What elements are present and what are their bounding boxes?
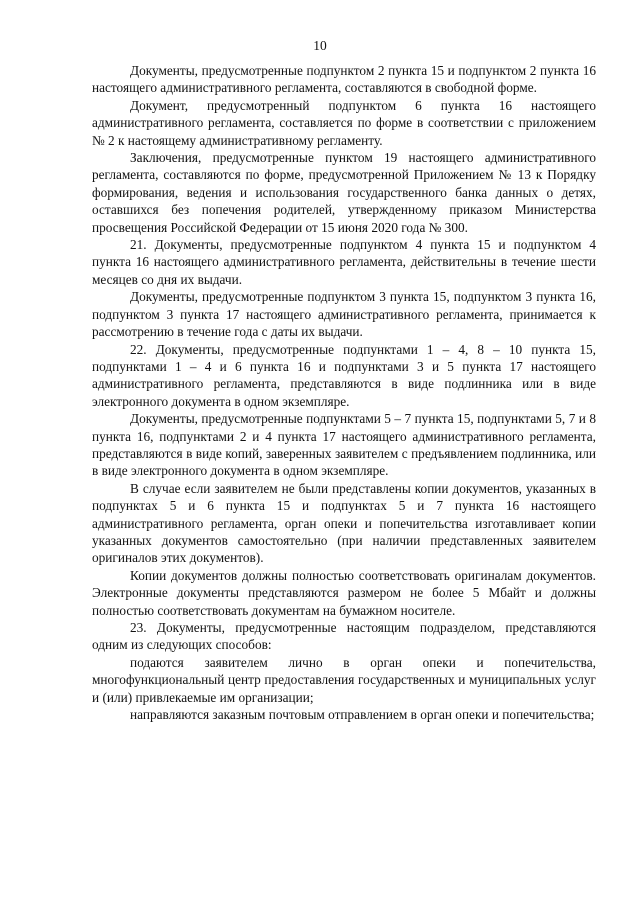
paragraph: Документ, предусмотренный подпунктом 6 пункта 16 настоящего административного регламента, составляется по форме в соответствии с приложением № 2 к настоящему административному регламенту.	[92, 97, 596, 148]
paragraph: Заключения, предусмотренные пунктом 19 настоящего административного регламента, составляются по форме, предусмотренной Приложением № 13 к Порядку формирования, ведения и использования государственного банка данных о детях, оставшихся без попечения родителей, утвержденному приказом Министерства просвещения Российской Федерации от 15 июня 2020 года № 300.	[92, 150, 596, 235]
paragraph: направляются заказным почтовым отправлением в орган опеки и попечительства;	[130, 707, 595, 723]
paragraph: 21. Документы, предусмотренные подпунктом 4 пункта 15 и подпунктом 4 пункта 16 настоящего административного регламента, действительны в течение шести месяцев со дня их выдачи.	[92, 237, 596, 287]
document-body	[92, 62, 596, 723]
paragraph: подаются заявителем лично в орган опеки и попечительства, многофункциональный центр предоставления государственных и муниципальных услуг и (или) привлекаемые им организации;	[92, 654, 596, 705]
paragraph: Документы, предусмотренные подпунктами 5 – 7 пункта 15, подпунктами 5, 7 и 8 пункта 16, подпунктами 2 и 4 пункта 17 настоящего административного регламента, представляются в виде копий, заверенных заявителем с предъявлением подлинника, или в виде электронного документа в одном экземпляре.	[92, 411, 596, 479]
paragraph: Документы, предусмотренные подпунктом 3 пункта 15, подпунктом 3 пункта 16, подпунктом 3 пункта 17 настоящего административного регламента, принимается к рассмотрению в течение года с даты их выдачи.	[92, 289, 596, 340]
paragraph: Копии документов должны полностью соответствовать оригиналам документов. Электронные документы представляются размером не более 5 Мбайт и должны полностью соответствовать документам на бумажном носителе.	[92, 567, 596, 618]
page-number: 10	[313, 38, 327, 53]
paragraph: 23. Документы, предусмотренные настоящим подразделом, представляются одним из следующих способов:	[92, 620, 596, 653]
paragraph: В случае если заявителем не были представлены копии документов, указанных в подпунктах 5 и 6 пункта 15 и подпунктах 5 и 7 пункта 16 настоящего административного регламента, орган опеки и попечительства изготавливает копии указанных документов самостоятельно (при наличии представленных заявителем оригиналов этих документов).	[92, 480, 596, 566]
paragraph: 22. Документы, предусмотренные подпунктами 1 – 4, 8 – 10 пункта 15, подпунктами 1 – 4 и 6 пункта 16 и подпунктами 3 и 5 пункта 17 настоящего административного регламента, представляются в виде подлинника или в виде электронного документа в одном экземпляре.	[92, 341, 596, 409]
paragraph: Документы, предусмотренные подпунктом 2 пункта 15 и подпунктом 2 пункта 16 настоящего административного регламента, составляются в свободной форме.	[92, 63, 596, 96]
